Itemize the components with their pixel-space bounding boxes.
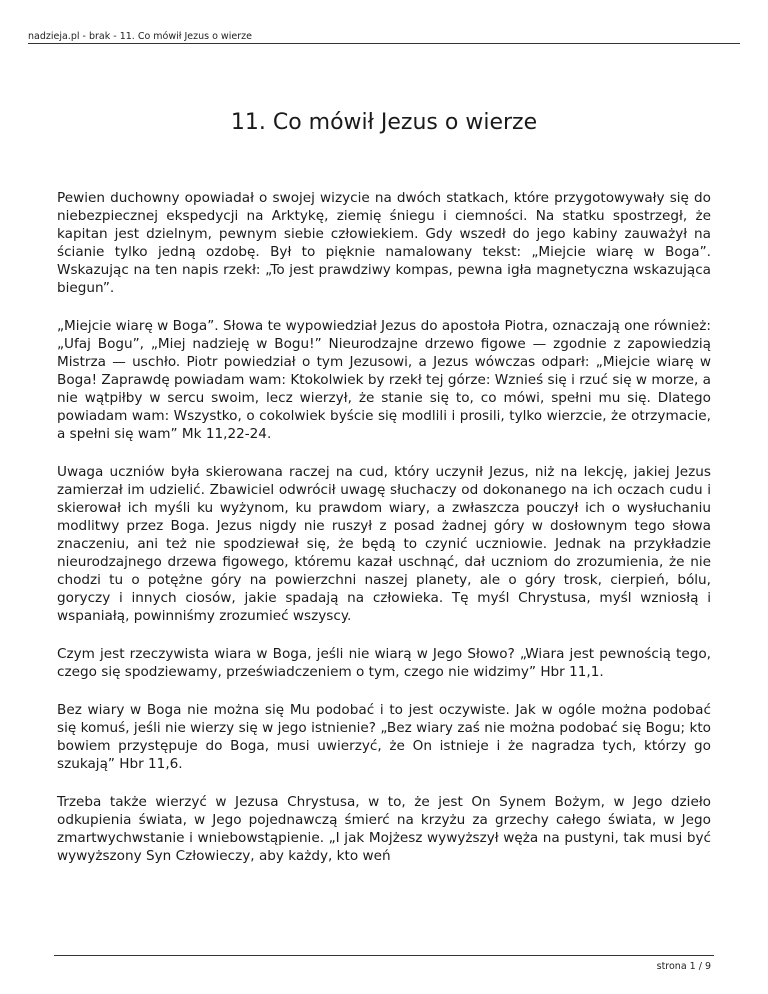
header-rule <box>28 43 740 44</box>
page-title: 11. Co mówił Jezus o wierze <box>230 110 538 135</box>
article-body <box>57 189 711 865</box>
page-number: strona 1 / 9 <box>656 961 711 972</box>
paragraph: „Miejcie wiarę w Boga”. Słowa te wypowiedział Jezus do apostoła Piotra, oznaczają one również: „Ufaj Bogu”, „Miej nadzieję w Bogu!” Nieurodzajne drzewo figowe — zgodnie z zapowiedzią Mistrza — uschło. Piotr powiedział o tym Jezusowi, a Jezus wówczas odparł: „Miejcie wiarę w Boga! Zaprawdę powiadam wam: Ktokolwiek by rzekł tej górze: Wznieś się i rzuć się w morze, a nie wątpiłby w sercu swoim, lecz wierzył, że stanie się to, co mówi, spełni mu się. Dlatego powiadam wam: Wszystko, o cokolwiek byście się modlili i prosili, tylko wierzcie, że otrzymacie, a spełni się wam” Mk 11,22-24. <box>57 318 711 442</box>
footer-rule <box>54 955 714 956</box>
paragraph: Czym jest rzeczywista wiara w Boga, jeśli nie wiarą w Jego Słowo? „Wiara jest pewnością tego, czego się spodziewamy, przeświadczeniem o tym, czego nie widzimy” Hbr 11,1. <box>57 646 711 680</box>
running-header: nadzieja.pl - brak - 11. Co mówił Jezus o wierze <box>28 31 252 42</box>
paragraph: Trzeba także wierzyć w Jezusa Chrystusa, w to, że jest On Synem Bożym, w Jego dzieło odkupienia świata, w Jego pojednawczą śmierć na krzyżu za grzechy całego świata, w Jego zmartwychwstanie i wniebowstąpienie. „I jak Mojżesz wywyższył węża na pustyni, tak musi być wywyższony Syn Człowieczy, aby każdy, kto weń <box>57 794 711 864</box>
paragraph: Uwaga uczniów była skierowana raczej na cud, który uczynił Jezus, niż na lekcję, jakiej Jezus zamierzał im udzielić. Zbawiciel odwrócił uwagę słuchaczy od dokonanego na ich oczach cudu i skierował ich myśli ku wyżynom, ku prawdom wiary, a zwłaszcza pouczył ich o wysłuchaniu modlitwy przez Boga. Jezus nigdy nie ruszył z posad żadnej góry w dosłownym tego słowa znaczeniu, ani też nie spodziewał się, że będą to czynić uczniowie. Jednak na przykładzie nieurodzajnego drzewa figowego, któremu kazał uschnąć, dał uczniom do zrozumienia, że nie chodzi tu o potężne góry na powierzchni naszej planety, ale o góry trosk, cierpień, bólu, goryczy i innych ciosów, jakie spadają na człowieka. Tę myśl Chrystusa, myśl wzniosłą i wspaniałą, powinniśmy zrozumieć wszyscy. <box>57 464 711 624</box>
paragraph: Pewien duchowny opowiadał o swojej wizycie na dwóch statkach, które przygotowywały się do niebezpiecznej ekspedycji na Arktykę, ziemię śniegu i ciemności. Na statku spostrzegł, że kapitan jest dzielnym, pewnym siebie człowiekiem. Gdy wszedł do jego kabiny zauważył na ścianie tylko jedną ozdobę. Był to pięknie namalowany tekst: „Miejcie wiarę w Boga”. Wskazując na ten napis rzekł: „To jest prawdziwy kompas, pewna igła magnetyczna wskazująca biegun”. <box>57 190 711 296</box>
paragraph: Bez wiary w Boga nie można się Mu podobać i to jest oczywiste. Jak w ogóle można podobać się komuś, jeśli nie wierzy się w jego istnienie? „Bez wiary zaś nie można podobać się Bogu; kto bowiem przystępuje do Boga, musi uwierzyć, że On istnieje i że nagradza tych, którzy go szukają” Hbr 11,6. <box>57 702 711 772</box>
